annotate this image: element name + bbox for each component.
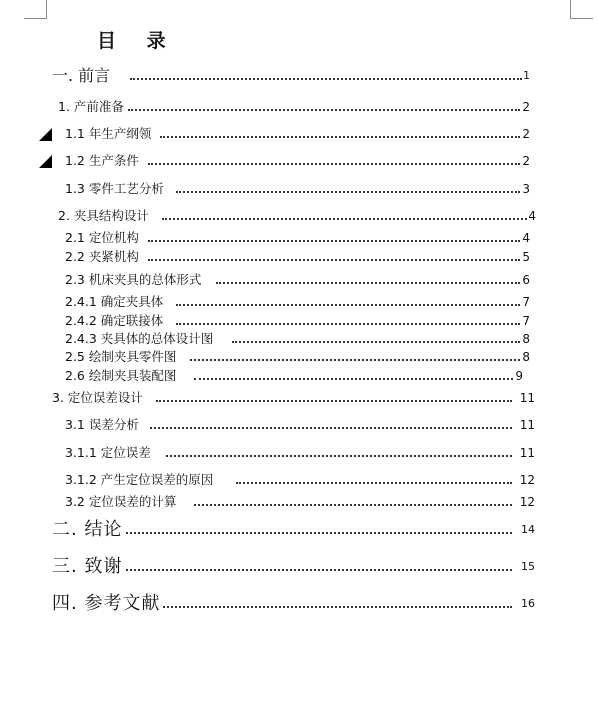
toc-entry-3-1[interactable] [0, 415, 597, 435]
toc-entry-2-3[interactable] [0, 270, 597, 290]
margin-corner-mark-right [570, 0, 593, 19]
toc-page-number: 12 [519, 470, 535, 490]
toc-leader [176, 191, 520, 193]
toc-leader [166, 455, 512, 457]
toc-entry-label: 2.3 机床夹具的总体形式 [65, 270, 203, 290]
toc-page-number: 2 [521, 124, 530, 144]
toc-page-number: 5 [521, 247, 530, 267]
toc-entry-label: 2.4.2 确定联接体 [65, 311, 165, 331]
toc-entry-2-4-3[interactable] [0, 329, 597, 349]
toc-leader [156, 606, 512, 608]
toc-title: 目 录 [97, 30, 178, 52]
toc-entry-label: 1.3 零件工艺分析 [65, 179, 166, 199]
toc-page-number: 15 [520, 557, 535, 577]
toc-entry-label: 3.1.1 定位误差 [65, 443, 153, 463]
toc-entry-2-4-1[interactable] [0, 292, 597, 312]
toc-leader [236, 482, 512, 484]
toc-page-number: 4 [521, 228, 530, 248]
toc-entry-1-1[interactable] [0, 124, 597, 144]
toc-entry-2-5[interactable] [0, 347, 597, 367]
toc-entry-references[interactable] [0, 594, 597, 614]
collapse-triangle-icon[interactable] [39, 155, 52, 168]
toc-leader [162, 218, 527, 220]
toc-page-number: 6 [521, 270, 530, 290]
toc-entry-label: 1. 产前准备 [58, 97, 126, 117]
toc-leader [216, 282, 520, 284]
toc-entry-1[interactable] [0, 97, 597, 117]
toc-entry-label: 四. 参考文献 [52, 593, 161, 614]
toc-leader [148, 259, 520, 261]
toc-page-number: 9 [514, 366, 523, 386]
toc-page-number: 2 [521, 97, 530, 117]
collapse-triangle-icon[interactable] [39, 128, 52, 141]
toc-leader [190, 359, 520, 361]
toc-entry-3-1-1[interactable] [0, 443, 597, 463]
toc-leader [176, 323, 520, 325]
toc-entry-acknowledgements[interactable] [0, 557, 597, 577]
toc-entry-label: 2.5 绘制夹具零件图 [65, 347, 178, 367]
toc-entry-label: 1.2 生产条件 [65, 151, 141, 171]
toc-leader [148, 240, 520, 242]
toc-entry-conclusion[interactable] [0, 520, 597, 540]
toc-page-number: 2 [521, 151, 530, 171]
toc-entry-label: 2.6 绘制夹具装配图 [65, 366, 178, 386]
toc-entry-3[interactable] [0, 388, 597, 408]
toc-entry-label: 二. 结论 [52, 519, 123, 540]
toc-leader [126, 569, 512, 571]
toc-page-number: 7 [521, 292, 530, 312]
toc-entry-label: 3.2 定位误差的计算 [65, 492, 178, 512]
toc-leader [232, 341, 520, 343]
toc-page-number: 7 [521, 311, 530, 331]
toc-page-number: 11 [519, 443, 535, 463]
toc-leader [156, 400, 512, 402]
toc-page-number: 11 [519, 388, 535, 408]
toc-page-number: 16 [520, 594, 535, 614]
toc-entry-2-2[interactable] [0, 247, 597, 267]
toc-leader [148, 163, 520, 165]
toc-page-number: 4 [527, 206, 536, 226]
toc-page-number: 8 [521, 329, 530, 349]
toc-page-number: 1 [522, 66, 530, 86]
toc-leader [128, 109, 520, 111]
toc-entry-3-1-2[interactable] [0, 470, 597, 490]
toc-entry-label: 1.1 年生产纲领 [65, 124, 153, 144]
toc-entry-label: 2.4.1 确定夹具体 [65, 292, 165, 312]
toc-entry-2-1[interactable] [0, 228, 597, 248]
toc-entry-label: 2.2 夹紧机构 [65, 247, 141, 267]
toc-entry-3-2[interactable] [0, 492, 597, 512]
toc-entry-label: 3. 定位误差设计 [52, 388, 145, 408]
toc-entry-2[interactable] [0, 206, 597, 226]
toc-entry-label: 3.1 误差分析 [65, 415, 141, 435]
toc-leader [150, 427, 512, 429]
toc-entry-2-6[interactable] [0, 366, 597, 386]
toc-entry-2-4-2[interactable] [0, 311, 597, 331]
toc-page-number: 11 [519, 415, 535, 435]
toc-entry-label: 2.4.3 夹具体的总体设计图 [65, 329, 215, 349]
toc-entry-1-2[interactable] [0, 151, 597, 171]
toc-leader [176, 304, 520, 306]
toc-entry-1-3[interactable] [0, 179, 597, 199]
toc-entry-label: 3.1.2 产生定位误差的原因 [65, 470, 215, 490]
toc-page-number: 8 [521, 347, 530, 367]
toc-leader [160, 136, 520, 138]
toc-page-number: 12 [519, 492, 535, 512]
toc-page-number: 3 [521, 179, 530, 199]
toc-leader [130, 78, 522, 80]
toc-leader [194, 378, 513, 380]
toc-leader [126, 532, 512, 534]
toc-page-number: 14 [520, 520, 535, 540]
toc-entry-label: 一. 前言 [52, 66, 111, 85]
toc-leader [194, 504, 512, 506]
toc-entry-label: 2.1 定位机构 [65, 228, 141, 248]
toc-entry-label: 三. 致谢 [52, 556, 123, 577]
toc-entry-label: 2. 夹具结构设计 [58, 206, 151, 226]
margin-corner-mark-left [24, 0, 47, 19]
toc-entry-preface[interactable] [0, 66, 597, 86]
